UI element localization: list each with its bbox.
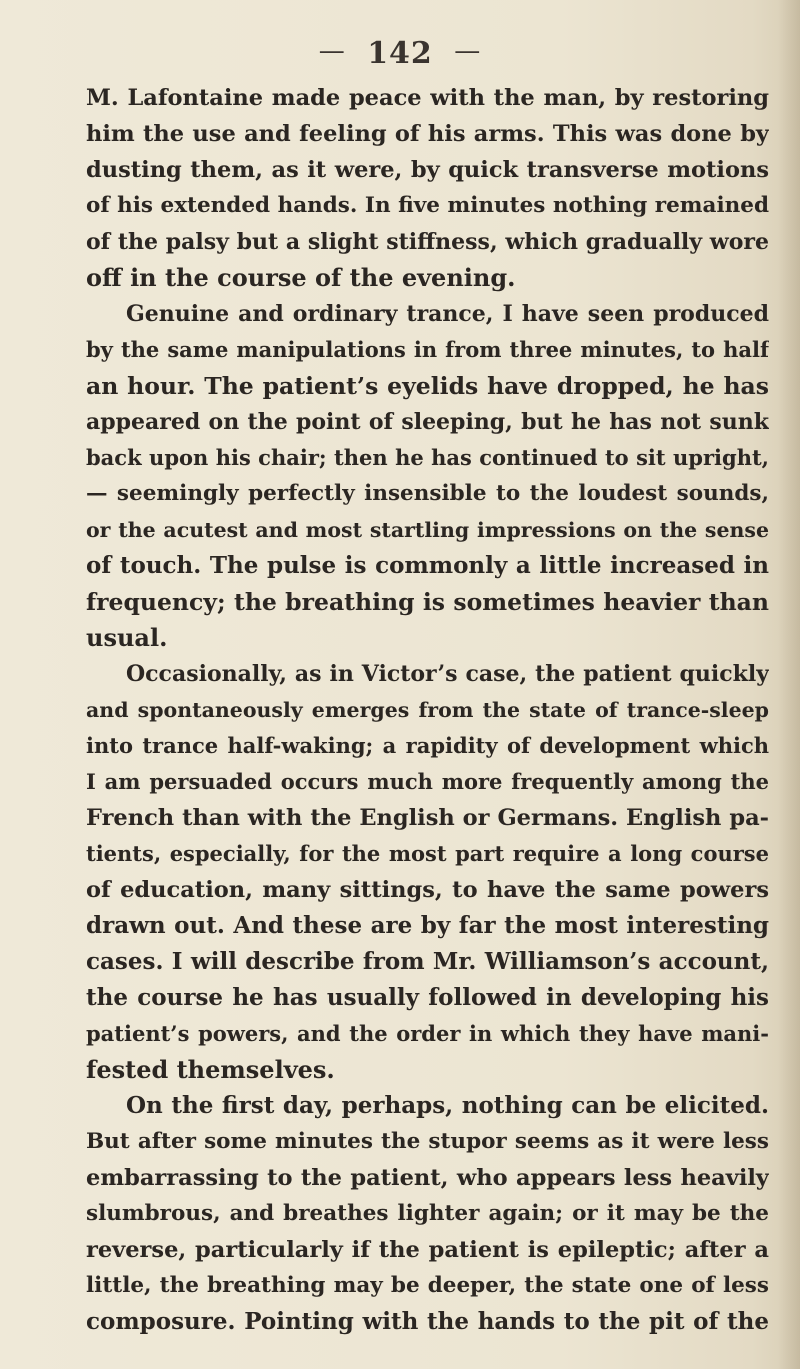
text-line: of education, many sittings, to have the same powers — [86, 877, 769, 903]
text-line: the course he has usually followed in developing his — [86, 984, 769, 1011]
text-line: composure. Pointing with the hands to the pit of the — [86, 1308, 769, 1335]
page-edge-shadow — [778, 0, 800, 1369]
text-line: I am persuaded occurs much more frequently among the — [86, 769, 769, 794]
text-line: On the first day, perhaps, nothing can be elicited. — [126, 1092, 769, 1119]
text-line: — seemingly perfectly insensible to the loudest sounds, — [86, 481, 769, 506]
page-header — [0, 36, 800, 71]
text-line: of his extended hands. In five minutes nothing remained — [86, 193, 769, 218]
text-line: little, the breathing may be deeper, the state one of less — [86, 1273, 769, 1298]
text-line: into trance half-waking; a rapidity of development which — [86, 733, 769, 758]
text-line: frequency; the breathing is sometimes heavier than — [86, 588, 769, 616]
text-line: tients, especially, for the most part require a long course — [86, 841, 769, 866]
text-line: usual. — [86, 623, 168, 652]
text-line: or the acutest and most startling impressions on the sense — [86, 518, 769, 542]
text-line: slumbrous, and breathes lighter again; or it may be the — [86, 1201, 769, 1226]
text-line: Occasionally, as in Victor’s case, the patient quickly — [126, 661, 769, 687]
text-line: appeared on the point of sleeping, but he has not sunk — [86, 409, 769, 435]
text-line: cases. I will describe from Mr. Williamson’s account, — [86, 948, 769, 975]
text-line: an hour. The patient’s eyelids have dropped, he has — [86, 372, 769, 400]
text-line: by the same manipulations in from three minutes, to half — [86, 337, 769, 362]
text-line: Genuine and ordinary trance, I have seen produced — [126, 301, 769, 327]
text-line: fested themselves. — [86, 1055, 335, 1084]
body-text — [86, 80, 769, 1340]
text-line: off in the course of the evening. — [86, 263, 516, 292]
header-dash-right: — — [454, 36, 482, 66]
text-line: drawn out. And these are by far the most interesting — [86, 912, 769, 939]
header-dash-left: — — [318, 36, 346, 66]
text-line: reverse, particularly if the patient is epileptic; after a — [86, 1237, 769, 1263]
text-line: of touch. The pulse is commonly a little increased in — [86, 552, 769, 579]
text-line: and spontaneously emerges from the state of trance-sleep — [86, 698, 769, 722]
text-line: patient’s powers, and the order in which they have mani- — [86, 1021, 769, 1046]
text-line: back upon his chair; then he has continued to sit upright, — [86, 445, 769, 470]
text-line: of the palsy but a slight stiffness, which gradually wore — [86, 229, 769, 255]
text-line: French than with the English or Germans. English pa- — [86, 805, 769, 831]
text-line: embarrassing to the patient, who appears less heavily — [86, 1165, 769, 1191]
page-number: 142 — [367, 36, 433, 71]
text-line: him the use and feeling of his arms. This was done by — [86, 121, 769, 147]
text-line: M. Lafontaine made peace with the man, by restoring — [86, 85, 769, 111]
text-line: dusting them, as it were, by quick transverse motions — [86, 157, 769, 183]
text-line: But after some minutes the stupor seems as it were less — [86, 1129, 769, 1154]
